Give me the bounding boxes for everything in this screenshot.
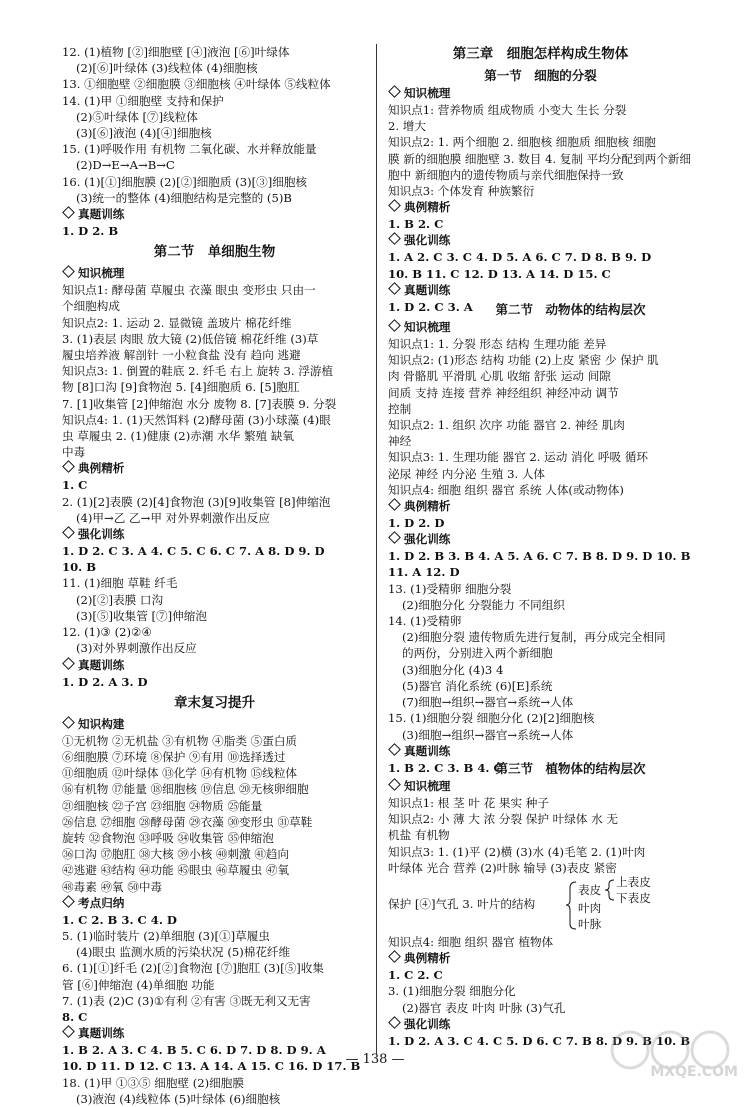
answer-line: 10. D 11. D 12. C 13. A 14. A 15. C 16. D 17. B xyxy=(62,1059,361,1074)
diamond-icon xyxy=(388,233,401,246)
answer-line: 管 [⑥]伸缩泡 (4)单细胞 功能 xyxy=(62,977,215,992)
answer-line: 知识点2: 小 薄 大 浓 分裂 保护 叶绿体 水 无 xyxy=(388,812,618,827)
section-label: 真题训练 xyxy=(62,1025,367,1042)
section-title: 第一节 细胞的分裂 xyxy=(484,68,597,83)
answer-line: (2)细胞分化 分裂能力 不同组织 xyxy=(402,597,565,612)
answer-line: ⑯有机物 ⑰能量 ⑱细胞核 ⑲信息 ⑳无核卵细胞 xyxy=(62,782,309,797)
diamond-icon xyxy=(62,1025,75,1038)
answer-line: 6. (1)[①]纤毛 (2)[②]食物泡 [⑦]胞肛 (3)[⑤]收集 xyxy=(62,961,324,976)
answer-line: 3. (1)表层 肉眼 放大镜 (2)低倍镜 棉花纤维 (3)草 xyxy=(62,331,319,346)
answer-line: 个细胞构成 xyxy=(62,299,120,314)
diamond-icon xyxy=(62,526,75,539)
answer-line: 1. D 2. C 3. A 4. C 5. C 6. C 7. A 8. D 9. D xyxy=(62,544,325,559)
answer-line: (3)[⑥]液泡 (4)[④]细胞核 xyxy=(76,126,212,141)
answer-line: (2)[⑥]叶绿体 (3)线粒体 (4)细胞核 xyxy=(76,61,258,76)
answer-line: (3)液泡 (4)线粒体 (5)叶绿体 (6)细胞核 xyxy=(76,1091,281,1106)
answer-line: ⑪细胞质 ⑫叶绿体 ⑬化学 ⑭有机物 ⑮线粒体 xyxy=(62,766,298,781)
answer-line: 14. (1)受精卵 xyxy=(388,614,462,629)
answer-line: 8. C xyxy=(62,1009,88,1024)
answer-line: 2. 增大 xyxy=(388,119,426,134)
diamond-icon xyxy=(388,950,401,963)
answer-line: ⑥细胞膜 ⑦环境 ⑧保护 ⑨有用 ⑩选择透过 xyxy=(62,749,286,764)
section-label: 知识梳理 xyxy=(388,778,693,795)
answer-line: 1. D 2. A 3. C 4. C 5. D 6. C 7. B 8. D 9. B 10. B xyxy=(388,1033,691,1048)
answer-line: 1. C 2. B 3. C 4. D xyxy=(62,912,177,927)
section-label: 强化训练 xyxy=(388,531,693,548)
answer-line: 2. (1)[2]表膜 (2)[4]食物泡 (3)[9]收集管 [8]伸缩泡 xyxy=(62,494,331,509)
tree-yemai: 叶脉 xyxy=(578,916,602,931)
diamond-icon xyxy=(388,531,401,544)
answer-line: 5. (1)临时装片 (2)单细胞 (3)[①]草履虫 xyxy=(62,928,270,943)
answer-line: 物 [8]口沟 [9]食物泡 5. [4]细胞质 6. [5]胞肛 xyxy=(62,380,300,395)
diamond-icon xyxy=(388,199,401,212)
answer-line: 知识点2: 1. 两个细胞 2. 细胞核 细胞质 细胞核 细胞 xyxy=(388,135,656,150)
diamond-icon xyxy=(62,895,75,908)
answer-line: 18. (1)甲 ①③⑤ 细胞壁 (2)细胞膜 xyxy=(62,1075,244,1090)
answer-line: 1. B 2. A 3. C 4. B 5. C 6. D 7. D 8. D 9. A xyxy=(62,1043,326,1058)
answer-line: 1. D 2. D xyxy=(388,516,445,531)
section-label: 考点归纳 xyxy=(62,895,367,912)
section-label: 强化训练 xyxy=(388,1016,693,1033)
column-divider xyxy=(376,44,377,1054)
answer-line: 知识点4: 细胞 组织 器官 植物体 xyxy=(388,934,554,949)
answer-line: 11. A 12. D xyxy=(388,565,460,580)
answer-line: (3)[⑤]收集管 [⑦]伸缩泡 xyxy=(76,608,207,623)
tree-yerou: 叶肉 xyxy=(578,900,602,915)
section-label: 知识构建 xyxy=(62,716,367,733)
answer-line: 间质 支持 连接 营养 神经组织 神经冲动 调节 xyxy=(388,385,619,400)
answer-line: ㉖信息 ㉗细胞 ㉘酵母菌 ㉙衣藻 ㉚变形虫 ㉛草鞋 xyxy=(62,814,313,829)
section-title: 第二节 动物体的结构层次 xyxy=(495,302,646,318)
answer-line: 知识点2: (1)形态 结构 功能 (2)上皮 紧密 少 保护 肌 xyxy=(388,353,659,368)
section-label: 典例精析 xyxy=(62,460,367,477)
section-title: 第三节 植物体的结构层次 xyxy=(495,760,646,776)
answer-line: 中毒 xyxy=(62,445,86,460)
section-label: 典例精析 xyxy=(388,950,693,967)
diamond-icon xyxy=(62,657,75,670)
answer-line: 神经 xyxy=(388,434,412,449)
section-label: 典例精析 xyxy=(388,498,693,515)
answer-line: (4)甲→乙 乙→甲 对外界刺激作出反应 xyxy=(76,510,270,525)
answer-line: 1. A 2. C 3. C 4. D 5. A 6. C 7. D 8. B 9. D xyxy=(388,250,652,265)
answer-line: 1. C 2. C xyxy=(388,968,443,983)
section-label: 知识梳理 xyxy=(62,265,367,282)
answer-line: 知识点3: 1. 生理功能 器官 2. 运动 消化 呼吸 循环 xyxy=(388,450,648,465)
answer-line: ㉑细胞核 ㉒子宫 ㉓细胞 ㉔物质 ㉕能量 xyxy=(62,798,263,813)
answer-line: (2)D→E→A→B→C xyxy=(76,158,175,173)
answer-line: 知识点2: 1. 组织 次序 功能 器官 2. 神经 肌肉 xyxy=(388,418,625,433)
section-label: 真题训练 xyxy=(62,206,367,223)
tree-biaopi: 表皮 xyxy=(578,882,602,897)
answer-line: 膜 新的细胞膜 细胞壁 3. 数目 4. 复制 平均分配到两个新细 xyxy=(388,151,691,166)
answer-line: 知识点3: 个体发育 种族繁衍 xyxy=(388,184,535,199)
answer-line: 控制 xyxy=(388,401,412,416)
diamond-icon xyxy=(388,743,401,756)
answer-line: (2)细胞分裂 遗传物质先进行复制，再分成完全相同 xyxy=(402,630,666,645)
answer-line: 15. (1)呼吸作用 有机物 二氧化碳、水并释放能量 xyxy=(62,142,317,157)
answer-line: 旋转 ㉜食物泡 ㉝呼吸 ㉞收集管 ㉟伸缩泡 xyxy=(62,830,274,845)
answer-line: 知识点3: 1. (1)平 (2)横 (3)水 (4)毛笔 2. (1)叶肉 xyxy=(388,844,646,859)
answer-line: (3)细胞分化 (4)3 4 xyxy=(402,662,504,677)
section-title: 第二节 单细胞生物 xyxy=(153,244,276,261)
section-label: 知识梳理 xyxy=(388,319,693,336)
answer-line: 知识点3: 1. 倒置的鞋底 2. 纤毛 右上 旋转 3. 浮游植 xyxy=(62,364,334,379)
chapter-title: 第三章 细胞怎样构成生物体 xyxy=(452,46,629,62)
answer-line: 12. (1)植物 [②]细胞壁 [④]液泡 [⑥]叶绿体 xyxy=(62,45,290,59)
answer-line: 1. D 2. A 3. D xyxy=(62,674,148,689)
answer-line: (4)眼虫 监测水质的污染状况 (5)棉花纤维 xyxy=(76,945,291,960)
answer-line: 肉 骨骼肌 平滑肌 心肌 收缩 舒张 运动 间隙 xyxy=(388,369,611,384)
diamond-icon xyxy=(62,265,75,278)
answer-line: 知识点4: 细胞 组织 器官 系统 人体(或动物体) xyxy=(388,482,624,497)
diamond-icon xyxy=(388,282,401,295)
answer-line: 7. (1)表 (2)C (3)①有利 ②有害 ③既无利又无害 xyxy=(62,993,311,1008)
answer-line: 1. B 2. C xyxy=(388,217,444,232)
answer-line: ㊷逃避 ㊸结构 ㊹功能 ㊺眼虫 ㊻草履虫 ㊼氧 xyxy=(62,863,290,878)
diamond-icon xyxy=(388,778,401,791)
diamond-icon xyxy=(388,1016,401,1029)
answer-line: 11. (1)细胞 草鞋 纤毛 xyxy=(62,576,178,591)
answer-line: 机盐 有机物 xyxy=(388,828,450,843)
answer-line: (3)统一的整体 (4)细胞结构是完整的 (5)B xyxy=(76,190,292,205)
section-label: 强化训练 xyxy=(388,232,693,249)
diamond-icon xyxy=(388,319,401,332)
answer-line: (2)⑤叶绿体 [⑦]线粒体 xyxy=(76,109,198,124)
left-column xyxy=(62,44,367,1107)
answer-line: ㊽毒素 ㊾氧 ㊿中毒 xyxy=(62,879,163,894)
answer-line: 泌尿 神经 内分泌 生殖 3. 人体 xyxy=(388,466,546,481)
watermark-logo: MXQE.COM xyxy=(602,1026,742,1082)
diamond-icon xyxy=(388,498,401,511)
leaf-structure-diagram xyxy=(388,874,693,932)
answer-line: 1. D 2. C 3. A xyxy=(388,299,473,314)
answer-line: 15. (1)细胞分裂 细胞分化 (2)[2]细胞核 xyxy=(388,711,595,726)
tree-prefix: 保护 [④]气孔 3. 叶片的结构 xyxy=(388,896,536,911)
answer-line: 12. (1)③ (2)②④ xyxy=(62,625,152,640)
answer-line: 知识点1: 酵母菌 草履虫 衣藻 眼虫 变形虫 只由一 xyxy=(62,283,316,298)
answer-line: 履虫培养液 解剖针 一小粒食盐 没有 趋向 逃避 xyxy=(62,348,301,363)
answer-line: 13. (1)受精卵 细胞分裂 xyxy=(388,581,512,596)
answer-line: 1. B 2. C 3. B 4. C xyxy=(388,760,503,775)
answer-line: 16. (1)[①]细胞膜 (2)[②]细胞质 (3)[③]细胞核 xyxy=(62,174,308,189)
diamond-icon xyxy=(62,461,75,474)
answer-line: 虫 草履虫 2. (1)健康 (2)赤潮 水华 繁殖 缺氧 xyxy=(62,429,295,444)
tree-shangbiaopi: 上表皮 xyxy=(616,874,651,889)
section-label: 真题训练 xyxy=(388,743,693,760)
section-label: 真题训练 xyxy=(62,657,367,674)
section-label: 典例精析 xyxy=(388,199,693,216)
tree-xiabiaopi: 下表皮 xyxy=(616,890,651,905)
answer-line: 7. [1]收集管 [2]伸缩泡 水分 废物 8. [7]表膜 9. 分裂 xyxy=(62,396,337,411)
answer-line: 1. D 2. B 3. B 4. A 5. A 6. C 7. B 8. D 9. D 10. B xyxy=(388,549,691,564)
diamond-icon xyxy=(388,85,401,98)
answer-line: (3)对外界刺激作出反应 xyxy=(76,641,197,656)
answer-line: (3)细胞→组织→器官→系统→人体 xyxy=(402,727,574,742)
answer-line: 14. (1)甲 ①细胞壁 支持和保护 xyxy=(62,93,224,108)
answer-line: ㊱口沟 ㊲胞肛 ㊳大核 ㊴小核 ㊵刺激 ㊶趋向 xyxy=(62,847,290,862)
diamond-icon xyxy=(62,716,75,729)
section-label: 强化训练 xyxy=(62,526,367,543)
answer-line: (7)细胞→组织→器官→系统→人体 xyxy=(402,695,574,710)
answer-line: 的两份，分别进入两个新细胞 xyxy=(402,646,553,661)
answer-line: (2)[②]表膜 口沟 xyxy=(76,592,164,607)
answer-line: 10. B 11. C 12. D 13. A 14. D 15. C xyxy=(388,266,611,281)
right-column xyxy=(388,44,693,1049)
answer-line: 知识点1: 营养物质 组成物质 小变大 生长 分裂 xyxy=(388,103,627,117)
answer-line: 知识点2: 1. 运动 2. 显微镜 盖玻片 棉花纤维 xyxy=(62,315,292,330)
answer-line: (2)器官 表皮 叶肉 叶脉 (3)气孔 xyxy=(402,1000,566,1015)
answer-line: 3. (1)细胞分裂 细胞分化 xyxy=(388,984,516,999)
answer-line: 10. B xyxy=(62,560,97,575)
answer-line: 1. D 2. B xyxy=(62,224,119,239)
section-label: 知识梳理 xyxy=(388,85,693,102)
answer-line: (5)器官 消化系统 (6)[E]系统 xyxy=(402,678,553,693)
answer-line: ①无机物 ②无机盐 ③有机物 ④脂类 ⑤蛋白质 xyxy=(62,733,298,748)
answer-line: 13. ①细胞壁 ②细胞膜 ③细胞核 ④叶绿体 ⑤线粒体 xyxy=(62,77,331,92)
answer-line: 叶绿体 光合 营养 (2)叶脉 输导 (3)表皮 紧密 xyxy=(388,860,617,875)
answer-line: 知识点4: 1. (1)天然饵料 (2)酵母菌 (3)小球藻 (4)眼 xyxy=(62,412,331,427)
answer-line: 知识点1: 1. 分裂 形态 结构 生理功能 差异 xyxy=(388,337,607,352)
answer-line: 胞中 新细胞内的遗传物质与亲代细胞保持一致 xyxy=(388,167,624,182)
page-number: — 138 — xyxy=(345,1052,405,1067)
section-label: 真题训练 xyxy=(388,282,693,299)
section-title: 章末复习提升 xyxy=(174,694,255,711)
diamond-icon xyxy=(62,206,75,219)
answer-line: 知识点1: 根 茎 叶 花 果实 种子 xyxy=(388,795,549,810)
answer-line: 1. C xyxy=(62,478,88,493)
